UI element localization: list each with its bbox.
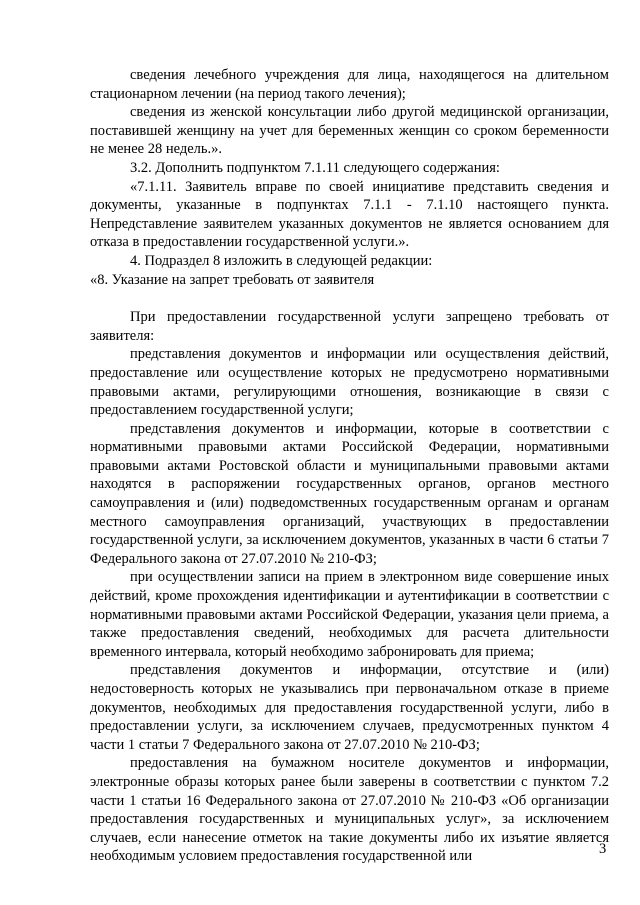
paragraph-prohibition-item-5: предоставления на бумажном носителе документов и информации, электронные образы которых ранее были заверены в соответствии с пунктом 7.2 части 1 статьи 16 Федерального закона от 27.07.2010 № 210-ФЗ «Об организации предоставления государственных и муниципальных услуг», за исключением случаев, если нанесение отметок на такие документы либо их изъятие является необходимым условием предоставления государственной или <box>90 755 609 865</box>
paragraph-hospital-info: сведения лечебного учреждения для лица, находящегося на длительном стационарном лечении (на период такого лечения); <box>90 67 609 102</box>
paragraph-amendment-4: 4. Подраздел 8 изложить в следующей редакции: <box>130 252 433 269</box>
paragraph-prohibition-item-4: представления документов и информации, отсутствие и (или) недостоверность которых не указывались при первоначальном отказе в приеме документов, необходимых для предоставления государственной услуги, либо в предоставлении услуги, за исключением случаев, предусмотренных пунктом 4 части 1 статьи 7 Федерального закона от 27.07.2010 № 210-ФЗ; <box>90 662 609 753</box>
blank-line <box>90 289 609 308</box>
paragraph-prohibition-intro: При предоставлении государственной услуги запрещено требовать от заявителя: <box>90 309 609 344</box>
paragraph-prohibition-item-1: представления документов и информации или осуществления действий, предоставление или осуществление которых не предусмотрено нормативными правовыми актами, регулирующими отношения, возникающие в связи с предоставлением государственной услуги; <box>90 346 609 419</box>
paragraph-prohibition-item-3: при осуществлении записи на прием в электронном виде совершение иных действий, кроме прохождения идентификации и аутентификации в соответствии с нормативными правовыми актами Российской Федерации, указания цели приема, а также предоставления сведений, необходимых для расчета длительности временного интервала, который необходимо забронировать для приема; <box>90 569 609 660</box>
section-heading-8: «8. Указание на запрет требовать от заявителя <box>90 271 375 288</box>
page-number: 3 <box>599 841 607 857</box>
document-body <box>90 66 609 866</box>
paragraph-subclause-7-1-11: «7.1.11. Заявитель вправе по своей инициативе представить сведения и документы, указанные в подпунктах 7.1.1 - 7.1.10 настоящего пункта. Непредставление заявителем указанных документов не является основанием для отказа в предоставлении государственной услуги.». <box>90 178 609 251</box>
paragraph-amendment-3-2: 3.2. Дополнить подпунктом 7.1.11 следующего содержания: <box>130 159 500 176</box>
paragraph-womens-clinic-info: сведения из женской консультации либо другой медицинской организации, поставившей женщину на учет для беременных женщин со сроком беременности не менее 28 недель.». <box>90 104 609 158</box>
paragraph-prohibition-item-2: представления документов и информации, которые в соответствии с нормативными правовыми актами Российской Федерации, нормативными правовыми актами Ростовской области и муниципальными правовыми актами находятся в распоряжении государственных органов, органов местного самоуправления и (или) подведомственных государственным органам и органам местного самоуправления организаций, участвующих в предоставлении государственной услуги, за исключением документов, указанных в части 6 статьи 7 Федерального закона от 27.07.2010 № 210-ФЗ; <box>90 420 609 567</box>
